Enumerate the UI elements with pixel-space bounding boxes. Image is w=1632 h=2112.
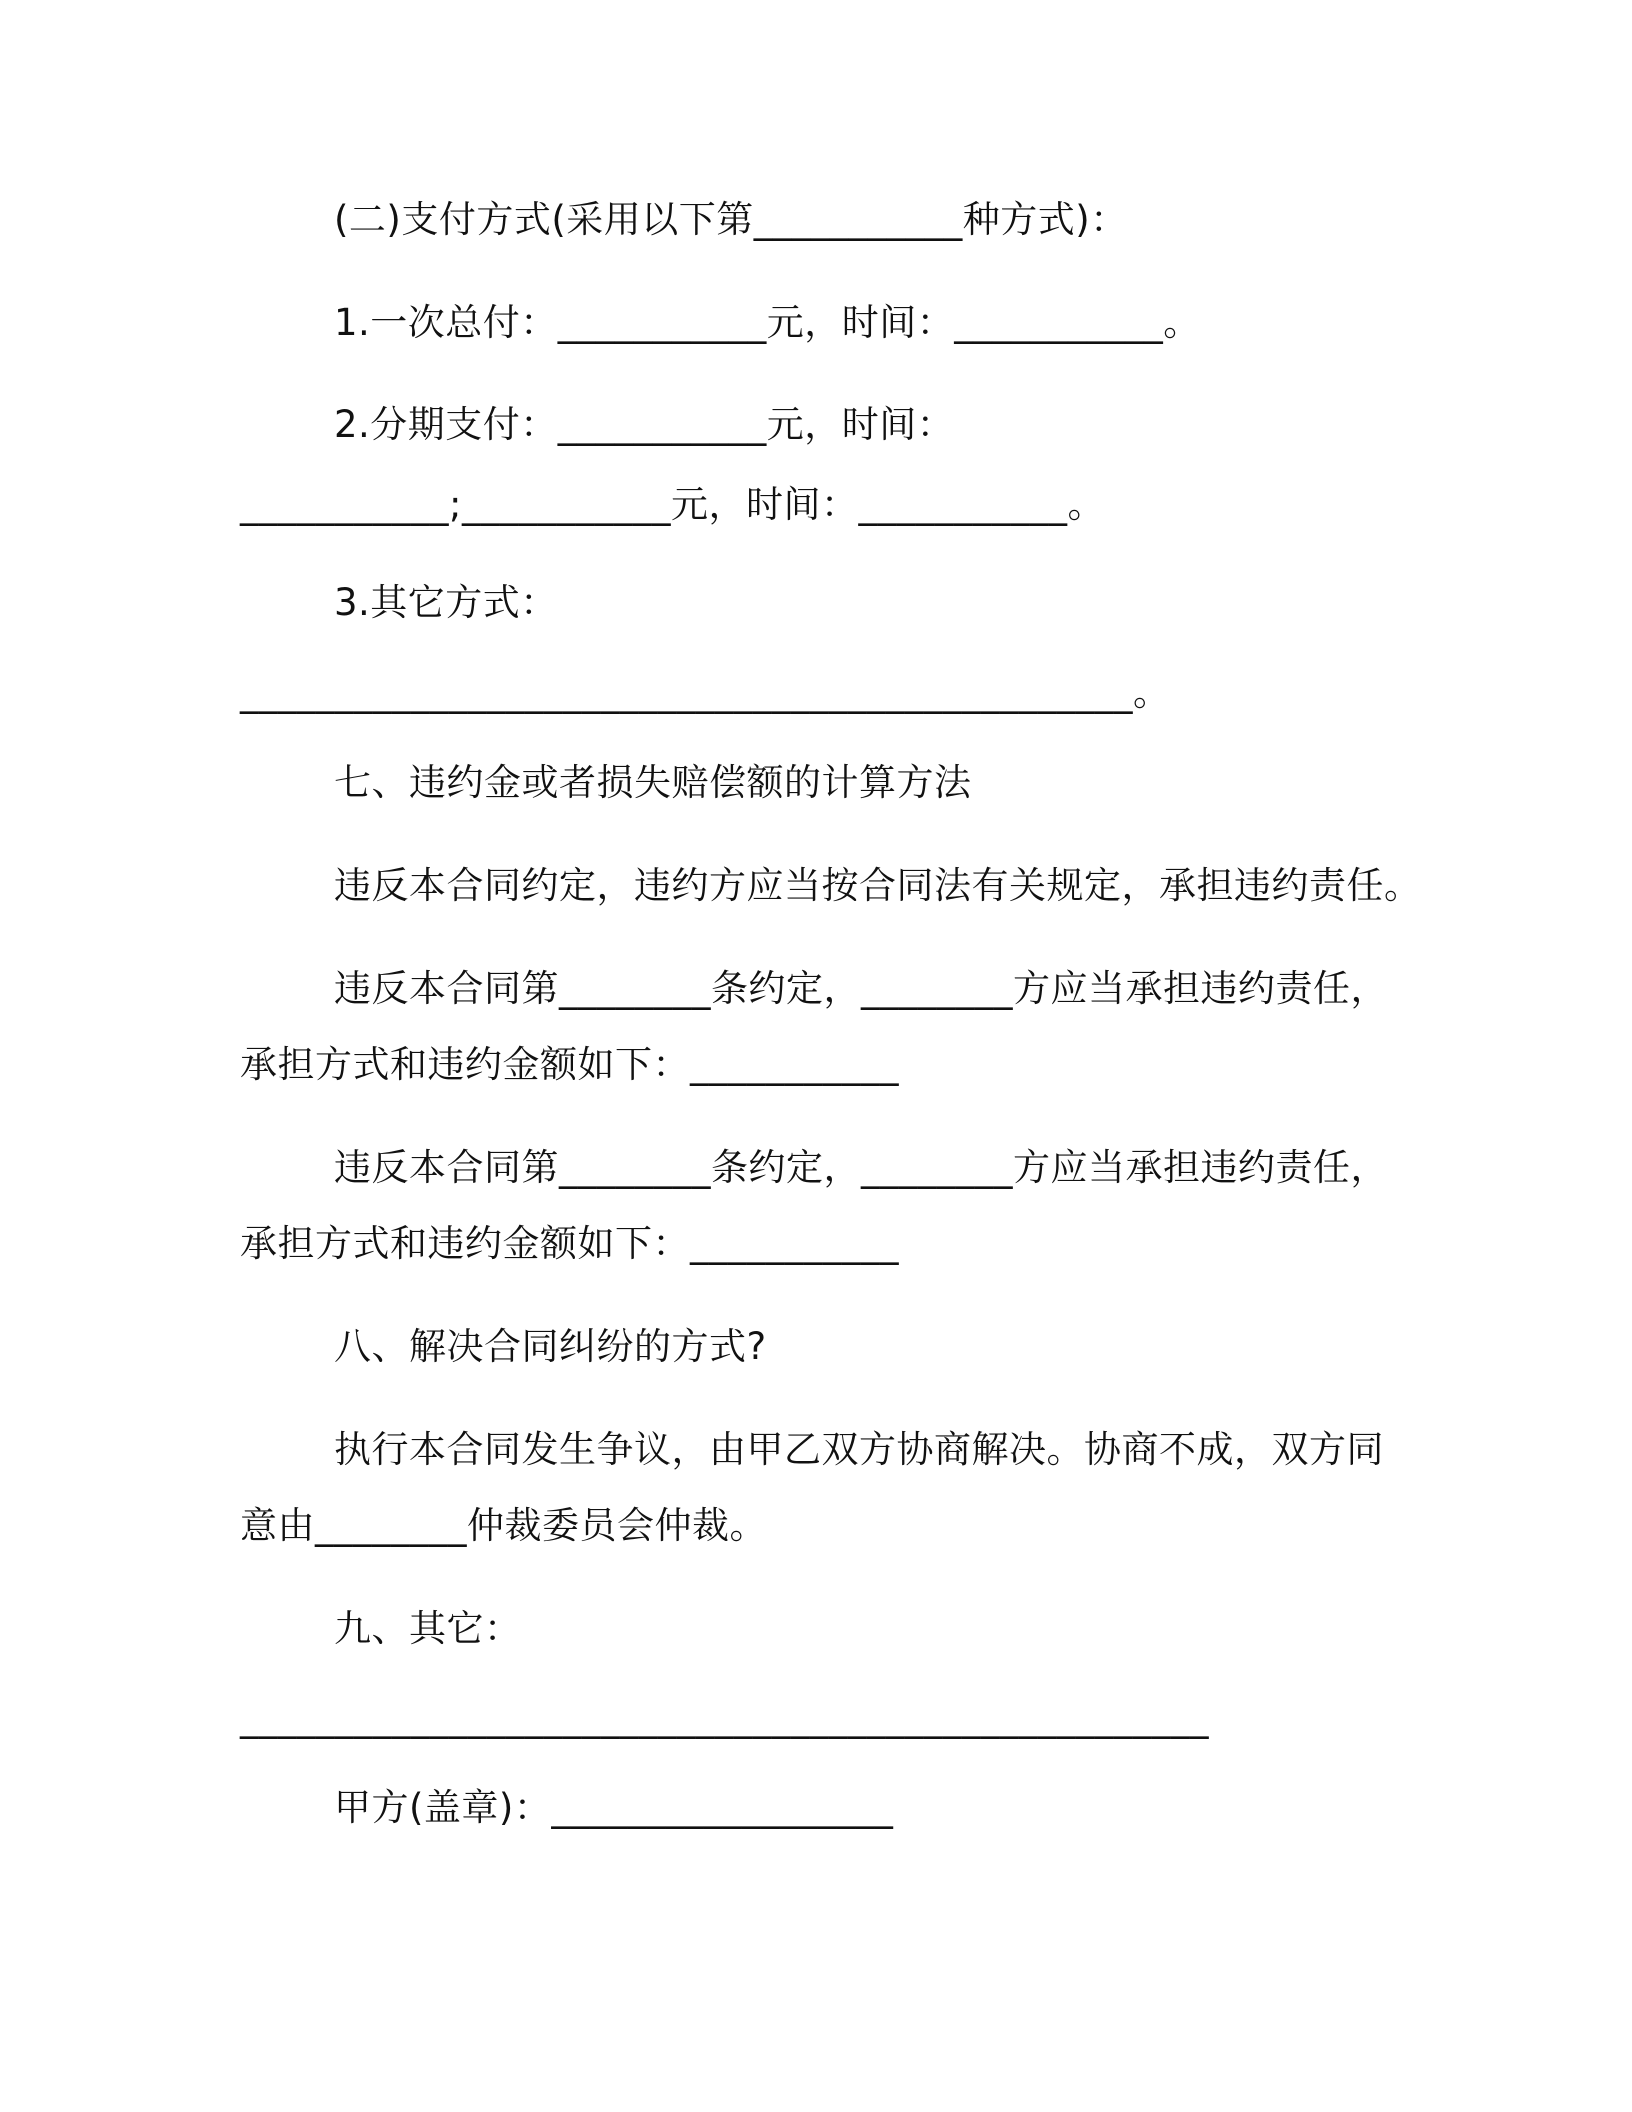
dispute-resolution-line2: 意由________仲裁委员会仲裁。 — [240, 1504, 767, 1547]
section-8-heading: 八、解决合同纠纷的方式? — [334, 1325, 767, 1368]
other-payment-method-blank: _______________________________________________。 — [240, 671, 1171, 714]
other-terms-blank: ___________________________________________________ — [240, 1696, 1209, 1739]
payment-method-heading: (二)支付方式(采用以下第___________种方式)： — [334, 198, 1128, 241]
breach-clause-1-line2: 承担方式和违约金额如下：___________ — [240, 1043, 899, 1086]
lump-sum-payment-line: 1.一次总付：___________元，时间：___________。 — [334, 301, 1201, 344]
installment-payment-line: 2.分期支付：___________元，时间： — [334, 403, 955, 446]
section-9-heading: 九、其它： — [334, 1607, 522, 1650]
breach-clause-1-line1: 违反本合同第________条约定，________方应当承担违约责任， — [334, 967, 1388, 1010]
dispute-resolution-line1: 执行本合同发生争议，由甲乙双方协商解决。协商不成，双方同 — [334, 1428, 1384, 1471]
section-7-heading: 七、违约金或者损失赔偿额的计算方法 — [334, 761, 972, 804]
other-payment-method-label: 3.其它方式： — [334, 581, 558, 624]
party-a-signature-line: 甲方(盖章)：__________________ — [334, 1786, 894, 1829]
breach-clause-2-line2: 承担方式和违约金额如下：___________ — [240, 1222, 899, 1265]
installment-payment-continued: ___________;___________元，时间：___________。 — [240, 483, 1105, 526]
breach-general-clause: 违反本合同约定，违约方应当按合同法有关规定，承担违约责任。 — [334, 864, 1422, 907]
breach-clause-2-line1: 违反本合同第________条约定，________方应当承担违约责任， — [334, 1146, 1388, 1189]
